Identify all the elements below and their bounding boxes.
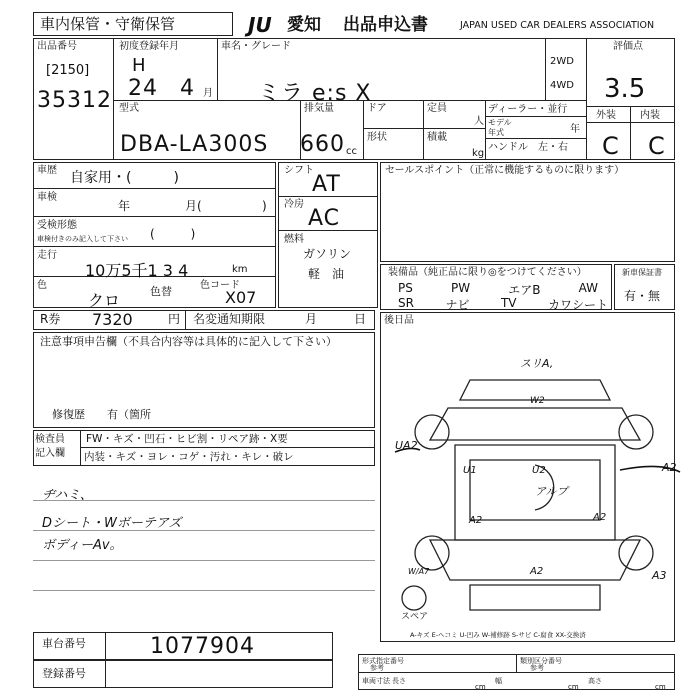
equip-pw: PW: [450, 281, 471, 295]
registration-year: 24: [128, 76, 158, 101]
displacement-value: 660: [300, 132, 345, 157]
equip-aw: AW: [578, 281, 598, 295]
notice-month: 月: [305, 312, 318, 326]
storage-note: 車内保管・守衛保管: [40, 15, 176, 33]
equipment-label: 装備品（純正品に限り◎をつけてください）: [388, 267, 587, 278]
shift-value: AT: [312, 172, 341, 197]
ac-value: AC: [308, 206, 341, 231]
length-unit: cm: [475, 683, 486, 691]
chassis-label: 車台番号: [42, 637, 86, 650]
ref-2: 参考: [530, 664, 544, 672]
diagram-mark-a2-right: A2: [662, 461, 677, 474]
mileage-label: 走行: [37, 250, 57, 261]
shift-label: シフト: [284, 165, 314, 176]
damage-legend: A-キズ E-ヘコミ U-凹み W-補修跡 S-サビ C-腐食 XX-交換済: [410, 631, 586, 639]
registration-month-unit: 月: [203, 88, 213, 99]
repair-history: 修復歴 有（箇所: [52, 408, 151, 421]
chassis-value: 1077904: [150, 634, 255, 659]
door-label: ドア: [367, 103, 387, 114]
diagram-mark-u1: U1: [463, 465, 477, 476]
interior-label: 内装: [640, 110, 660, 121]
model-year-label: モデル 年式: [488, 118, 512, 137]
equip-sr: SR: [398, 296, 414, 310]
spare-label: スペア: [401, 612, 429, 622]
capacity-unit: 人: [474, 116, 484, 127]
diagram-mark-a2-mid: A2: [593, 512, 607, 523]
inspector-label: 検査員 記入欄: [35, 434, 65, 459]
registration-era: H: [132, 55, 146, 76]
exterior-label: 外装: [596, 110, 616, 121]
equip-ps: PS: [398, 281, 413, 295]
diagram-mark-w2: W2: [530, 396, 545, 406]
inspector-note-1: ヂハミ、: [42, 488, 93, 503]
model-label: 型式: [119, 103, 139, 114]
dimension-label: 車両寸法: [362, 677, 390, 685]
diagram-mark-u2: U2: [532, 465, 546, 476]
remarks-label: 注意事項申告欄（不具合内容等は具体的に記入して下さい）: [40, 335, 337, 348]
evaluation-label: 評価点: [613, 41, 643, 52]
displacement-label: 排気量: [304, 103, 334, 114]
equip-navi: ナビ: [445, 298, 470, 312]
diagram-mark-a3: A3: [652, 569, 667, 582]
sales-point-label: セールスポイント（正常に機能するものに限ります）: [385, 165, 625, 176]
height-unit: cm: [655, 683, 666, 691]
pickup-sub: 車検付きのみ記入して下さい: [37, 235, 128, 243]
lot-label: 出品番号: [37, 41, 77, 52]
diagram-mark-ua2: UA2: [395, 439, 418, 452]
mileage-value: 10万5千1 3 4: [85, 261, 189, 280]
class-no-label: 類別区分番号: [520, 657, 562, 665]
width-unit: cm: [568, 683, 579, 691]
plate-label: 登録番号: [42, 667, 86, 680]
drive-4wd: 4WD: [550, 80, 574, 91]
equip-leather: カワシート: [547, 298, 608, 312]
warranty-label: 新車保証書: [622, 268, 662, 277]
load-unit: kg: [472, 148, 485, 159]
car-name-value: ミラ e:s X: [258, 81, 372, 106]
width-label: 幅: [495, 677, 502, 685]
inspector-exterior-row: FW・キズ・凹石・ヒビ割・リペア跡・X要: [86, 433, 288, 445]
length-label: 長さ: [392, 677, 406, 685]
form-no-label: 形式指定番号: [362, 657, 404, 665]
rear-items-label: 後日品: [384, 315, 414, 326]
equip-tv: TV: [500, 296, 517, 310]
inspector-note-3: ボディーAv。: [42, 538, 123, 553]
inspection-month: 月(: [185, 199, 202, 213]
drive-2wd: 2WD: [550, 56, 574, 67]
diagram-mark-top: スリA,: [520, 357, 554, 370]
logo-mark: JU: [248, 13, 272, 37]
notice-day: 日: [354, 312, 367, 326]
diagram-mark-center: アルプ: [535, 485, 568, 498]
recycle-label: R券: [40, 312, 61, 326]
form-title: 出品申込書: [343, 15, 428, 35]
interior-grade: C: [648, 132, 665, 160]
warranty-value: 有・無: [624, 289, 661, 303]
pickup-paren: ( ): [150, 227, 196, 241]
fuel-label: 燃料: [284, 234, 304, 245]
color-code: X07: [225, 288, 257, 307]
exterior-grade: C: [602, 132, 619, 160]
association-name: JAPAN USED CAR DEALERS ASSOCIATION: [460, 20, 655, 31]
registration-month: 4: [180, 76, 195, 101]
diagram-mark-wa: W/A7: [408, 567, 430, 576]
displacement-unit: cc: [346, 146, 357, 157]
model-value: DBA-LA300S: [120, 132, 269, 157]
inspection-tail: ): [262, 199, 267, 213]
diagram-mark-a2-bottom: A2: [530, 566, 544, 577]
ac-label: 冷房: [284, 199, 304, 210]
color-code-label: 色コード: [200, 280, 240, 291]
color-label: 色: [37, 280, 47, 291]
ref-1: 参考: [370, 664, 384, 672]
mileage-unit: km: [232, 264, 248, 275]
color-change-label: 色替: [150, 285, 172, 298]
pickup-label: 受検形態: [37, 220, 77, 231]
inspector-interior-row: 内装・キズ・ヨレ・コゲ・汚れ・キレ・破レ: [84, 451, 294, 463]
car-name-label: 車名・グレード: [221, 41, 291, 52]
recycle-unit: 円: [168, 312, 181, 326]
dealer-parallel: ディーラー・並行: [488, 104, 568, 115]
history-label: 車歴: [37, 165, 57, 176]
lot-number: 35312: [37, 88, 112, 113]
shape-label: 形状: [367, 132, 387, 143]
handle-label: ハンドル 左・右: [488, 142, 568, 153]
evaluation-score: 3.5: [604, 74, 646, 104]
history-value: 自家用・( ): [70, 170, 179, 186]
inspector-note-2: Dシート・Wボーテアズ: [42, 516, 182, 531]
diagram-mark-a-left: A2: [469, 515, 483, 526]
capacity-label: 定員: [427, 103, 447, 114]
equip-airbag: エアB: [508, 283, 541, 297]
color-value: クロ: [88, 291, 121, 310]
height-label: 高さ: [588, 677, 602, 685]
fuel-diesel: 軽 油: [308, 267, 345, 281]
inspection-year: 年: [118, 199, 131, 213]
lot-sub-number: [2150]: [46, 63, 90, 78]
load-label: 積載: [427, 132, 447, 143]
model-year-unit: 年: [570, 124, 580, 135]
notice-deadline-label: 名変通知期限: [193, 312, 266, 326]
registration-label: 初度登録年月: [119, 41, 179, 52]
fuel-gas: ガソリン: [303, 247, 352, 261]
logo-text: 愛知: [287, 15, 321, 35]
recycle-value: 7320: [92, 310, 133, 329]
inspection-label: 車検: [37, 192, 57, 203]
